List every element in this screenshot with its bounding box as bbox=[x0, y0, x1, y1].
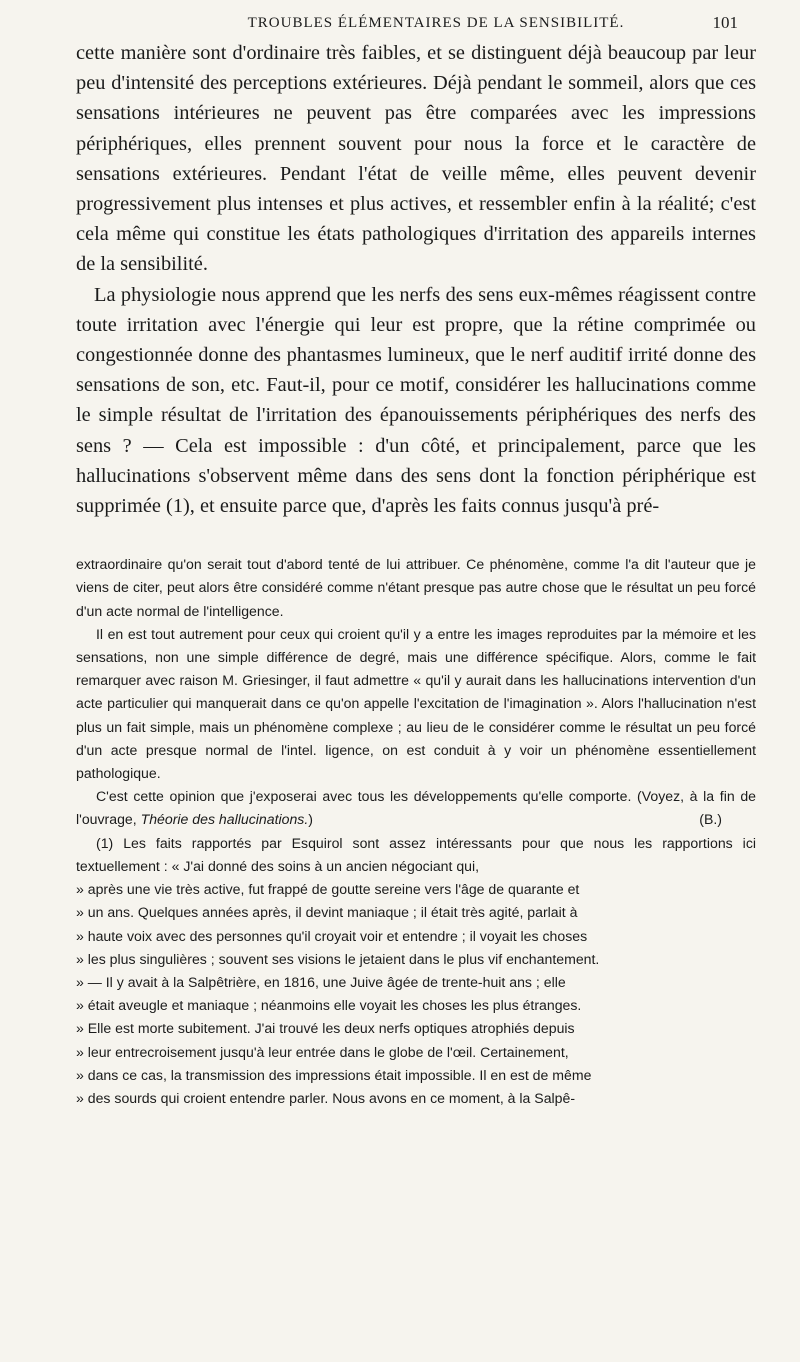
footnote-line: » un ans. Quelques années après, il devint maniaque ; il était très agité, parlait à bbox=[76, 904, 578, 921]
page-number: 101 bbox=[712, 13, 738, 32]
footnote-paragraph bbox=[76, 785, 756, 831]
running-head bbox=[76, 10, 756, 36]
body-paragraph: La physiologie nous apprend que les nerfs des sens eux-mêmes réagissent contre toute irritation avec l'énergie qui leur est propre, que la rétine comprimée ou congestionnée donne des phantasmes lumineux, que le nerf auditif irrité donne des sensations de son, etc. Faut-il, pour ce motif, considérer les hallucinations comme le simple résultat de l'irritation des épanouissements périphériques des nerfs des sens ? — Cela est impossible : d'un côté, et principalement, parce que les hallucinations s'observent même dans des sens dont la fonction périphérique est supprimée (1), et ensuite parce que, d'après les faits connus jusqu'à pré- bbox=[76, 283, 756, 518]
main-text bbox=[76, 38, 756, 521]
footnote-line: » était aveugle et maniaque ; néanmoins elle voyait les choses les plus étranges. bbox=[76, 997, 582, 1014]
footnote-continuation: extraordinaire qu'on serait tout d'abord tenté de lui attribuer. Ce phénomène, comme l'a dit l'auteur que je viens de citer, peut alors être considéré comme n'étant presque pas autre chose que le résultat un peu forcé d'un acte normal de l'intelligence. bbox=[76, 556, 756, 619]
body-paragraph: cette manière sont d'ordinaire très faibles, et se distinguent déjà beaucoup par leur peu d'intensité des perceptions extérieures. Déjà pendant le sommeil, alors que ces sensations intérieures ne peuvent pas être comparées avec les impressions périphériques, elles prennent souvent pour nous la force et le caractère de sensations extérieures. Pendant l'état de veille même, elles peuvent devenir progressivement plus intenses et plus actives, et ressembler enfin à la réalité; c'est cela même qui constitue les états pathologiques d'irritation des appareils internes de la sensibilité. bbox=[76, 42, 756, 276]
footnote-line: » leur entrecroisement jusqu'à leur entrée dans le globe de l'œil. Certainement, bbox=[76, 1043, 569, 1060]
footnotes bbox=[76, 553, 756, 1110]
signature-mark: (B.) bbox=[699, 811, 722, 828]
footnote-line: » — Il y avait à la Salpêtrière, en 1816, une Juive âgée de trente-huit ans ; elle bbox=[76, 973, 566, 990]
footnote-1 bbox=[76, 832, 756, 1110]
footnote-line: » après une vie très active, fut frappé de goutte sereine vers l'âge de quarante et bbox=[76, 881, 580, 898]
footnote-line: » dans ce cas, la transmission des impressions était impossible. Il en est de même bbox=[76, 1066, 592, 1083]
footnote-line: » Elle est morte subitement. J'ai trouvé les deux nerfs optiques atrophiés depuis bbox=[76, 1020, 575, 1037]
footnote-line: » les plus singulières ; souvent ses visions le jetaient dans le plus vif enchantement. bbox=[76, 950, 600, 967]
footnote-text: ) bbox=[308, 811, 313, 828]
footnote-line: » des sourds qui croient entendre parler. Nous avons en ce moment, à la Salpê- bbox=[76, 1089, 576, 1106]
footnote-paragraph: Il en est tout autrement pour ceux qui croient qu'il y a entre les images reproduites par la mémoire et les sensations, non une simple différence de degré, mais une différence spécifique. Alors, comme le fait remarquer avec raison M. Griesinger, il faut admettre « qu'il y aurait dans les hallucinations intervention d'un acte particulier qui manquerait dans ce qu'on appelle l'excitation de l'imagination ». Alors l'hallucination n'est plus un fait simple, mais un phénomène complexe ; au lieu de le considérer comme le résultat un peu forcé d'un acte presque normal de l'intel. ligence, on est conduit à y voir un phénomène essentiellement pathologique. bbox=[76, 625, 756, 782]
footnote-line: (1) Les faits rapportés par Esquirol sont assez intéressants pour que nous les rapportions ici textuellement : « J'ai donné des soins à un ancien négociant qui, bbox=[76, 834, 756, 874]
footnote-text: C'est cette opinion que j'exposerai avec tous les développements qu'elle comporte. (Voyez, à la fin de l'ouvrage, bbox=[76, 788, 756, 828]
footnote-line: » haute voix avec des personnes qu'il croyait voir et entendre ; il voyait les choses bbox=[76, 927, 588, 944]
running-title: TROUBLES ÉLÉMENTAIRES DE LA SENSIBILITÉ. bbox=[247, 15, 625, 31]
work-title: Théorie des hallucinations. bbox=[140, 811, 309, 828]
